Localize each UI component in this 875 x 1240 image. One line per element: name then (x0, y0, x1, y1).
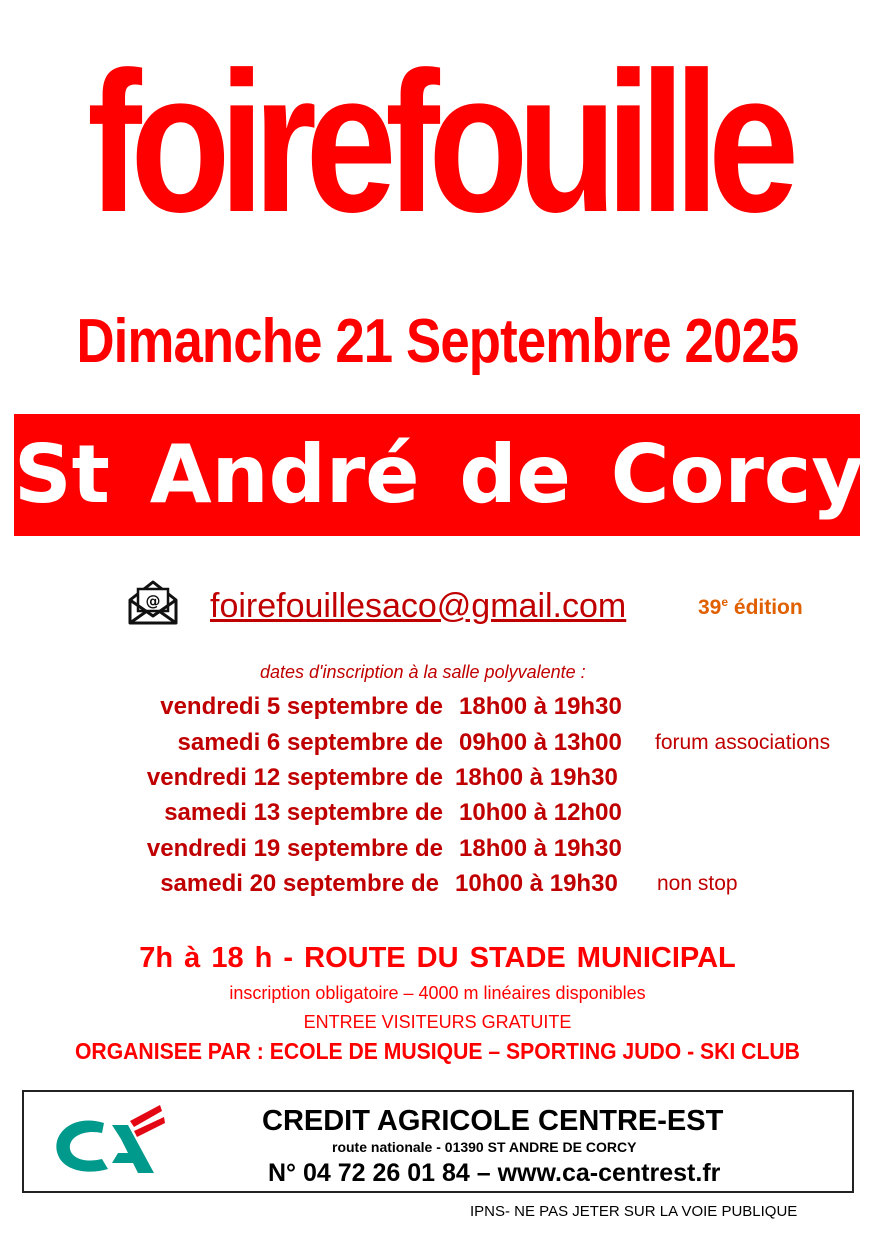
session-time: 18h00 à 19h30 (455, 764, 618, 791)
registration-intro: dates d'inscription à la salle polyvalente : (260, 662, 586, 682)
organisers: ORGANISEE PAR : ECOLE DE MUSIQUE – SPORTING JUDO - SKI CLUB (74, 1038, 800, 1064)
session-time: 18h00 à 19h30 (459, 693, 622, 720)
edition-label: édition (733, 596, 803, 619)
sponsor-contact: N° 04 72 26 01 84 – www.ca-centrest.fr (268, 1159, 721, 1187)
session-time: 10h00 à 12h00 (459, 799, 622, 826)
session-day: vendredi 12 septembre de (146, 764, 443, 791)
session-day: samedi 20 septembre de (160, 870, 439, 897)
edition-suffix: e (721, 595, 729, 609)
edition-badge (698, 594, 803, 622)
session-note: non stop (657, 872, 738, 895)
footer-note: IPNS- NE PAS JETER SUR LA VOIE PUBLIQUE (470, 1203, 798, 1220)
session-day: vendredi 19 septembre de (146, 835, 443, 862)
inscription-info: inscription obligatoire – 4000 m linéaires disponibles (229, 983, 646, 1003)
session-time: 10h00 à 19h30 (455, 870, 618, 897)
session-day: samedi 6 septembre de (177, 729, 443, 756)
sponsor-box (22, 1090, 854, 1193)
session-time: 18h00 à 19h30 (459, 835, 622, 862)
session-day: vendredi 5 septembre de (160, 693, 443, 720)
email-link[interactable]: foirefouillesaco@gmail.com (210, 587, 627, 625)
credit-agricole-logo-icon (42, 1099, 166, 1185)
registration-session (0, 726, 875, 760)
session-time: 09h00 à 13h00 (459, 729, 622, 756)
registration-session (0, 867, 875, 901)
mail-icon (126, 578, 180, 626)
session-note: forum associations (655, 731, 831, 754)
edition-number: 39 (698, 596, 722, 619)
sponsor-name: CREDIT AGRICOLE CENTRE-EST (262, 1105, 724, 1137)
entry-info: ENTREE VISITEURS GRATUITE (303, 1012, 572, 1032)
registration-session (0, 832, 875, 866)
session-day: samedi 13 septembre de (164, 799, 443, 826)
poster-title: foirefouille (87, 31, 788, 254)
registration-session (0, 761, 875, 795)
location-text: St André de Corcy (14, 428, 864, 521)
registration-session (0, 796, 875, 830)
location-banner (14, 414, 864, 536)
svg-text:@: @ (145, 592, 161, 610)
event-date: Dimanche 21 Septembre 2025 (76, 307, 799, 376)
registration-session (0, 690, 875, 724)
hours-location: 7h à 18 h - ROUTE DU STADE MUNICIPAL (139, 942, 736, 974)
sponsor-address: route nationale - 01390 ST ANDRE DE CORCY (332, 1139, 637, 1155)
